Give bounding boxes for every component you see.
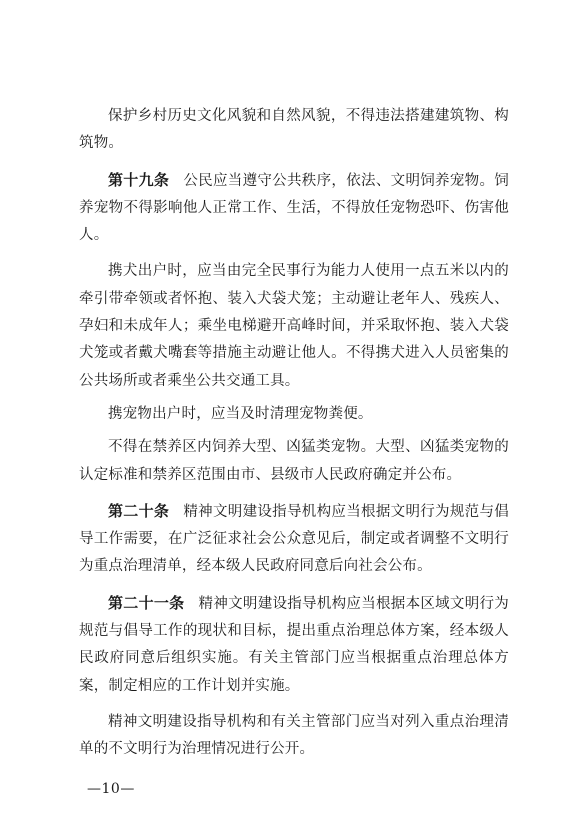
article-heading: 第二十条 <box>108 501 170 520</box>
paragraph-article-21 <box>79 590 509 700</box>
paragraph-text: 携犬出户时，应当由完全民事行为能力人使用一点五米以内的牵引带牵领或者怀抱、装入犬袋犬笼；主动避让老年人、残疾人、孕妇和未成年人；乘坐电梯避开高峰时间，并采取怀抱、装入犬袋犬笼或者戴犬嘴套等措施主动避让他人。不得携犬进入人员密集的公共场所或者乘坐公共交通工具。 <box>79 263 509 389</box>
paragraph-text: 不得在禁养区内饲养大型、凶猛类宠物。大型、凶猛类宠物的认定标准和禁养区范围由市、县级市人民政府确定并公布。 <box>79 439 509 483</box>
document-body <box>79 103 509 764</box>
article-heading: 第十九条 <box>108 170 170 189</box>
paragraph-text: 精神文明建设指导机构和有关主管部门应当对列入重点治理清单的不文明行为治理情况进行公开。 <box>79 713 509 758</box>
paragraph-text: 公民应当遵守公共秩序，依法、文明饲养宠物。饲养宠物不得影响他人正常工作、生活，不得放任宠物恐吓、伤害他人。 <box>79 172 509 244</box>
paragraph-article-20 <box>79 498 509 581</box>
paragraph-text: 保护乡村历史文化风貌和自然风貌，不得违法搭建建筑物、构筑物。 <box>79 108 509 152</box>
paragraph-dog-walking <box>79 258 509 394</box>
paragraph-text: 精神文明建设指导机构应当根据文明行为规范与倡导工作需要，在广泛征求社会公众意见后，制定或者调整不文明行为重点治理清单，经本级人民政府同意后向社会公布。 <box>79 503 509 575</box>
article-heading: 第二十一条 <box>108 593 185 612</box>
paragraph-text: 携宠物出户时，应当及时清理宠物粪便。 <box>108 405 373 422</box>
paragraph-restricted-zones <box>79 434 509 489</box>
paragraph-text: 精神文明建设指导机构应当根据本区域文明行为规范与倡导工作的现状和目标，提出重点治理总体方案，经本级人民政府同意后组织实施。有关主管部门应当根据重点治理总体方案，制定相应的工作计划并实施。 <box>79 595 509 694</box>
paragraph-article-19 <box>79 167 509 250</box>
paragraph-disclosure <box>79 709 509 764</box>
paragraph-pet-waste <box>79 401 509 428</box>
paragraph-rural-heritage <box>79 103 509 158</box>
page-number: —10— <box>87 781 135 797</box>
